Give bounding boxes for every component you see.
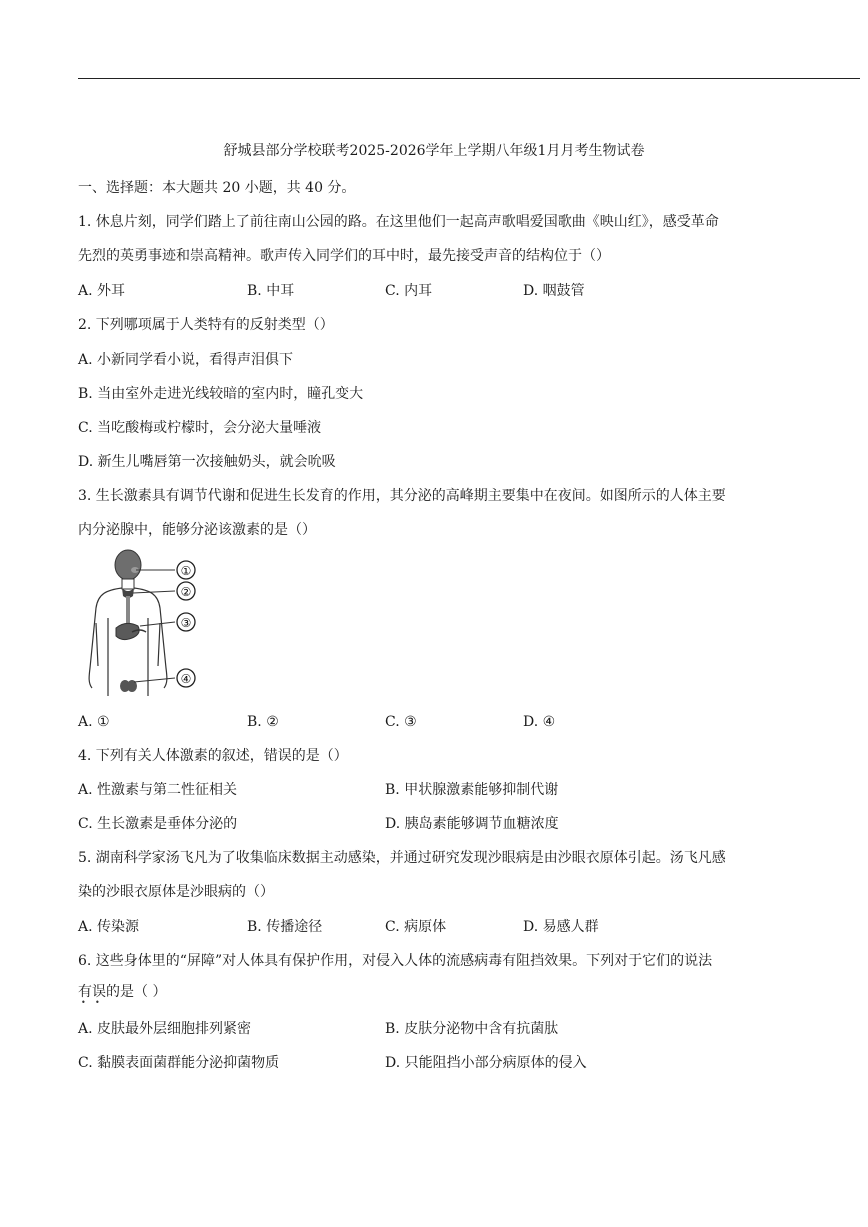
question-1-option-d: D. 咽鼓管 bbox=[523, 283, 585, 299]
question-4-option-c: C. 生长激素是垂体分泌的 bbox=[78, 816, 238, 832]
question-4-option-a: A. 性激素与第二性征相关 bbox=[78, 782, 238, 798]
question-4-option-d: D. 胰岛素能够调节血糖浓度 bbox=[385, 816, 559, 832]
question-4-option-b: B. 甲状腺激素能够抑制代谢 bbox=[385, 782, 559, 798]
question-6-line-1: 6. 这些身体里的“屏障”对人体具有保护作用，对侵入人体的流感病毒有阻挡效果。下列对于它们的说法 bbox=[78, 953, 713, 969]
question-5-option-d: D. 易感人群 bbox=[523, 919, 599, 935]
page-title: 舒城县部分学校联考2025-2026学年上学期八年级1月月考生物试卷 bbox=[223, 143, 645, 159]
question-5-option-b: B. 传播途径 bbox=[247, 919, 323, 935]
question-3-option-d: D. ④ bbox=[523, 714, 556, 730]
endocrine-gland-figure bbox=[78, 548, 203, 696]
question-5-option-a: A. 传染源 bbox=[78, 919, 140, 935]
question-6-option-b: B. 皮肤分泌物中含有抗菌肽 bbox=[385, 1021, 559, 1037]
question-3-option-a: A. ① bbox=[78, 714, 110, 730]
question-1-option-b: B. 中耳 bbox=[247, 283, 295, 299]
question-2-option-b: B. 当由室外走进光线较暗的室内时，瞳孔变大 bbox=[78, 386, 364, 402]
question-3-option-c: C. ③ bbox=[385, 714, 417, 730]
question-1-option-a: A. 外耳 bbox=[78, 283, 126, 299]
question-6-line-2: 有误的是（ ） bbox=[78, 984, 167, 1000]
emphasis-dot: • bbox=[95, 998, 100, 1007]
question-5-option-c: C. 病原体 bbox=[385, 919, 447, 935]
figure-label-1: ① bbox=[180, 564, 192, 578]
question-1-line-2: 先烈的英勇事迹和崇高精神。歌声传入同学们的耳中时，最先接受声音的结构位于（） bbox=[78, 248, 610, 264]
question-2-option-c: C. 当吃酸梅或柠檬时，会分泌大量唾液 bbox=[78, 420, 322, 436]
question-1-option-c: C. 内耳 bbox=[385, 283, 433, 299]
question-5-line-1: 5. 湖南科学家汤飞凡为了收集临床数据主动感染，并通过研究发现沙眼病是由沙眼衣原体引起。汤飞凡感 bbox=[78, 850, 726, 866]
question-2-line-1: 2. 下列哪项属于人类特有的反射类型（） bbox=[78, 317, 334, 333]
figure-label-2: ② bbox=[180, 585, 192, 599]
question-6-option-c: C. 黏膜表面菌群能分泌抑菌物质 bbox=[78, 1055, 280, 1071]
question-5-line-2: 染的沙眼衣原体是沙眼病的（） bbox=[78, 884, 274, 900]
figure-label-3: ③ bbox=[180, 616, 192, 630]
question-4-line-1: 4. 下列有关人体激素的叙述，错误的是（） bbox=[78, 748, 348, 764]
figure-label-4: ④ bbox=[180, 672, 192, 686]
question-2-option-a: A. 小新同学看小说，看得声泪俱下 bbox=[78, 352, 294, 368]
section-heading: 一、选择题：本大题共 20 小题，共 40 分。 bbox=[78, 180, 356, 196]
question-3-option-b: B. ② bbox=[247, 714, 279, 730]
emphasis-dot: • bbox=[81, 998, 86, 1007]
question-6-option-a: A. 皮肤最外层细胞排列紧密 bbox=[78, 1021, 252, 1037]
question-1-line-1: 1. 休息片刻，同学们踏上了前往南山公园的路。在这里他们一起高声歌唱爱国歌曲《映山红》，感受革命 bbox=[78, 214, 719, 230]
question-3-line-2: 内分泌腺中，能够分泌该激素的是（） bbox=[78, 522, 316, 538]
question-3-line-1: 3. 生长激素具有调节代谢和促进生长发育的作用，其分泌的高峰期主要集中在夜间。如图所示的人体主要 bbox=[78, 488, 726, 504]
question-2-option-d: D. 新生儿嘴唇第一次接触奶头，就会吮吸 bbox=[78, 454, 336, 470]
header-rule bbox=[78, 78, 860, 79]
question-6-option-d: D. 只能阻挡小部分病原体的侵入 bbox=[385, 1055, 587, 1071]
